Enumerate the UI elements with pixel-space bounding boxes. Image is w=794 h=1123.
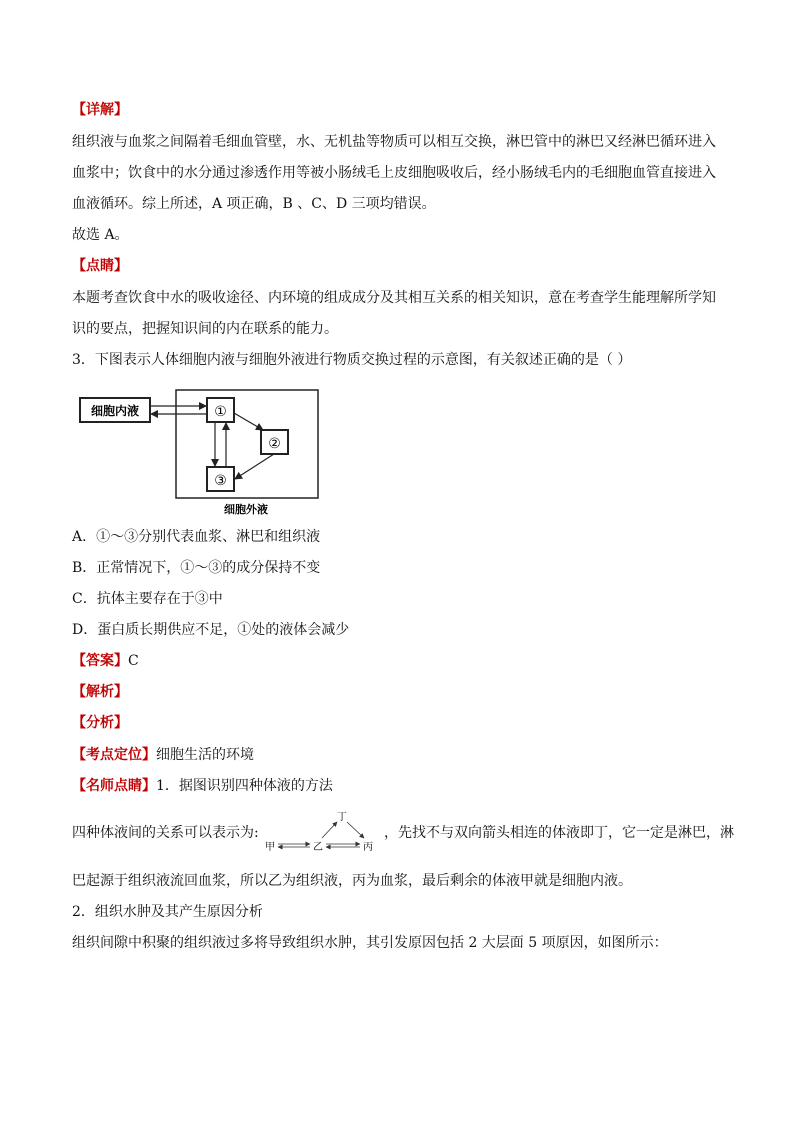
- question-stem: 3．下图表示人体细胞内液与细胞外液进行物质交换过程的示意图，有关叙述正确的是（ ）: [72, 352, 632, 368]
- answer-value: C: [128, 653, 139, 669]
- ding-label: 丁: [337, 812, 347, 823]
- detail-line-3: 血液循环。综上所述，A 项正确，B 、C、D 三项均错误。: [72, 196, 436, 212]
- comment-line-2: 识的要点，把握知识间的内在联系的能力。: [72, 321, 338, 337]
- detail-line-2: 血浆中；饮食中的水分通过渗透作用等被小肠绒毛上皮细胞吸收后，经小肠绒毛内的毛细胞血管直接进入: [72, 165, 716, 181]
- yi-label: 乙: [313, 842, 323, 853]
- bing-label: 丙: [363, 842, 373, 853]
- arrow-ding-bing: [347, 822, 364, 838]
- extracellular-caption: 细胞外液: [224, 503, 268, 516]
- option-a: A．①～③分别代表血浆、淋巴和组织液: [72, 529, 321, 545]
- comment-line-1: 本题考查饮食中水的吸收途径、内环境的组成成分及其相互关系的相关知识，意在考查学生能理解所学知: [72, 290, 716, 306]
- section-2-text: 组织间隙中积聚的组织液过多将导致组织水肿，其引发原因包括 2 大层面 5 项原因，如图所示：: [72, 935, 668, 951]
- detail-line-4: 故选 A。: [72, 227, 129, 243]
- option-b: B．正常情况下，①～③的成分保持不变: [72, 560, 321, 576]
- arrow-2-to-3: [235, 454, 274, 479]
- fluid-exchange-diagram: [70, 385, 330, 520]
- node-2-label: ②: [268, 436, 281, 452]
- detail-tag: 【详解】: [72, 102, 128, 118]
- arrow-1-to-2: [234, 413, 263, 430]
- answer-row: [72, 651, 139, 671]
- mingshi-tag: 【名师点睛】: [72, 778, 156, 794]
- comment-tag: 【点睛】: [72, 258, 128, 274]
- section-2-title: 2．组织水肿及其产生原因分析: [72, 904, 263, 920]
- answer-tag: 【答案】: [72, 653, 128, 669]
- arrow-yi-ding: [322, 822, 337, 838]
- option-d: D．蛋白质长期供应不足，①处的液体会减少: [72, 622, 350, 638]
- mingshi-row: [72, 776, 333, 796]
- kaodian-row: [72, 745, 254, 765]
- relation-line-2: 巴起源于组织液流回血浆，所以乙为组织液，丙为血浆，最后剩余的体液甲就是细胞内液。: [72, 873, 632, 889]
- relation-prefix: 四种体液间的关系可以表示为:: [72, 825, 259, 841]
- analysis-tag: 【解析】: [72, 684, 128, 700]
- detail-line-1: 组织液与血浆之间隔着毛细血管壁，水、无机盐等物质可以相互交换，淋巴管中的淋巴又经淋巴循环进入: [72, 134, 716, 150]
- intracellular-label: 细胞内液: [90, 404, 140, 418]
- relation-suffix: ，先找不与双向箭头相连的体液即丁，它一定是淋巴，淋: [384, 825, 734, 841]
- node-3-label: ③: [214, 473, 227, 489]
- kaodian-text: 细胞生活的环境: [156, 747, 254, 763]
- node-1-label: ①: [214, 404, 227, 420]
- jia-label: 甲: [265, 842, 275, 853]
- fenxi-tag: 【分析】: [72, 715, 128, 731]
- option-c: C．抗体主要存在于③中: [72, 591, 223, 607]
- kaodian-tag: 【考点定位】: [72, 747, 156, 763]
- four-fluids-diagram: [262, 808, 380, 854]
- mingshi-text: 1．据图识别四种体液的方法: [156, 778, 333, 794]
